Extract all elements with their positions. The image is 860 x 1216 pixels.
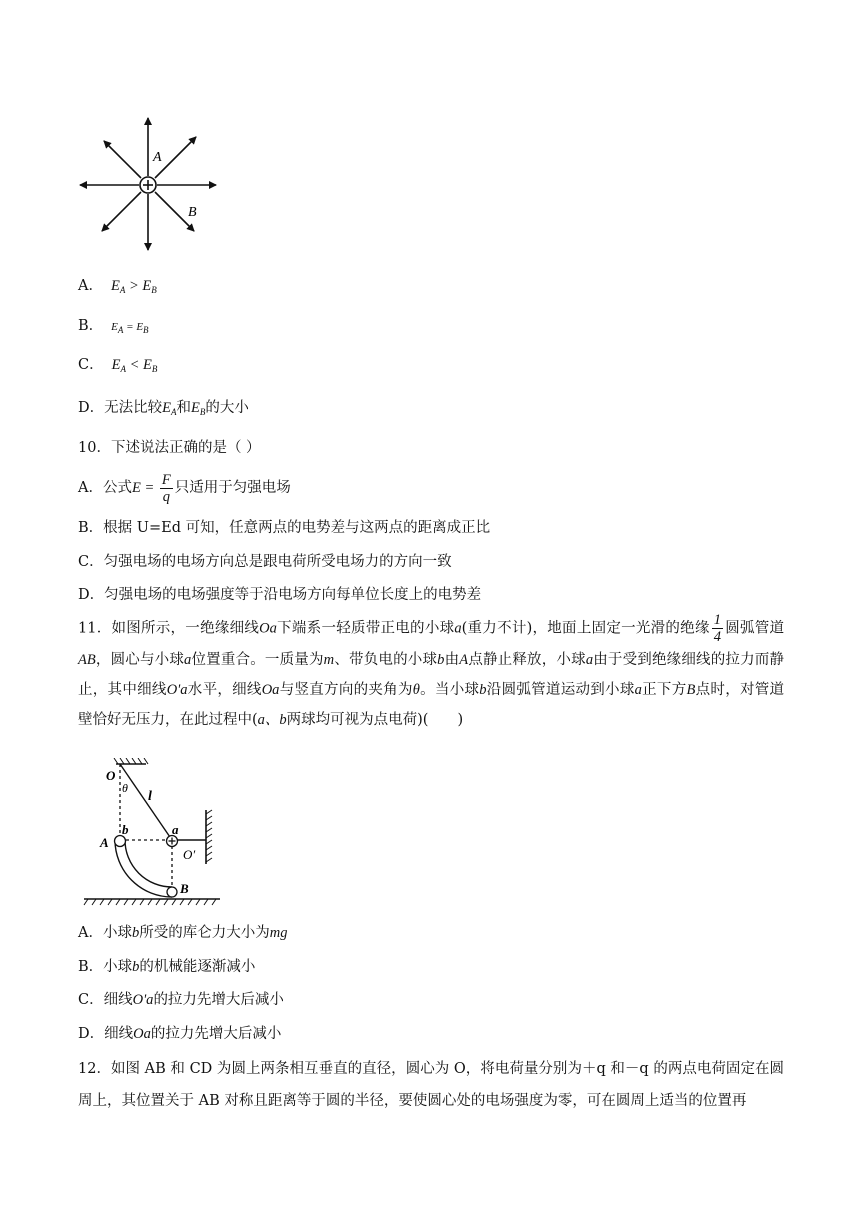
q12-stem: 12．如图 AB 和 CD 为圆上两条相互垂直的直径，圆心为 O，将电荷量分别为＋q 和－q 的两点电荷固定在圆周上，其位置关于 AB 对称且距离等于圆的半径，要使圆心处的电场强度为零，可在圆周上适当的位置再 [78, 1061, 784, 1109]
q10-stem: 10．下述说法正确的是（ ） [78, 440, 261, 456]
q9-option-D: D．无法比较$E_A$和$E_B$的大小 [78, 400, 249, 417]
formula-fraction: $\frac{F}{q}$ [161, 471, 171, 505]
field-lines-figure [76, 112, 222, 254]
label-b: b [122, 822, 129, 837]
q11-stem: 11．如图所示，一绝缘细线Oa下端系一轻质带正电的小球a(重力不计)，地面上固定一光滑的绝缘 $\frac{1}{4}$ 圆弧管道AB，圆心与小球a位置重合。一质量为m、带负电的小球b由A点静止释放，小球a由于受到绝缘细线的拉力而静止，其中细线O'a水平，细线Oa与竖直方向的夹角为θ。当小球b沿圆弧管道运动到小球a正下方B点时，对管道壁恰好无压力，在此过程中(a、b两球均可视为点电荷)( ) [78, 612, 785, 728]
q10-option-A: A．公式E = $\frac{F}{q}$ 只适用于匀强电场 [78, 471, 291, 505]
q11-option-C: C．细线O'a的拉力先增大后减小 [78, 992, 284, 1008]
q11-option-D: D．细线Oa的拉力先增大后减小 [78, 1026, 282, 1042]
q9-option-A: A． $E_A > E_B$ [78, 278, 157, 295]
q10-option-D: D．匀强电场的电场强度等于沿电场方向每单位长度上的电势差 [78, 587, 482, 603]
label-B: B [180, 881, 189, 896]
point-B [167, 887, 177, 897]
field-line-upleft [104, 141, 141, 178]
q11-option-A: A．小球b所受的库仑力大小为mg [78, 925, 288, 941]
q9-option-C: C． $E_A < E_B$ [78, 357, 158, 374]
ball-b [115, 836, 126, 847]
q10-option-B: B．根据 U=Ed 可知，任意两点的电势差与这两点的距离成正比 [78, 520, 491, 536]
q11-option-B: B．小球b的机械能逐渐减小 [78, 959, 256, 975]
label-l: l [148, 789, 152, 804]
label-A: A [153, 150, 162, 165]
label-B: B [188, 205, 197, 220]
label-Oprime: O′ [183, 847, 196, 862]
field-line-downleft [102, 192, 141, 231]
quarter-fraction: $\frac{1}{4}$ [713, 612, 721, 645]
label-a: a [172, 822, 179, 837]
q10-option-C: C．匀强电场的电场方向总是跟电荷所受电场力的方向一致 [78, 554, 452, 570]
arc-tube-outer [115, 840, 172, 897]
pendulum-arc-figure [80, 758, 226, 908]
label-theta: θ [122, 781, 128, 795]
label-O: O [106, 768, 116, 783]
q9-option-B: B． $E_A = E_B$ [78, 318, 149, 335]
label-A: A [100, 835, 109, 850]
